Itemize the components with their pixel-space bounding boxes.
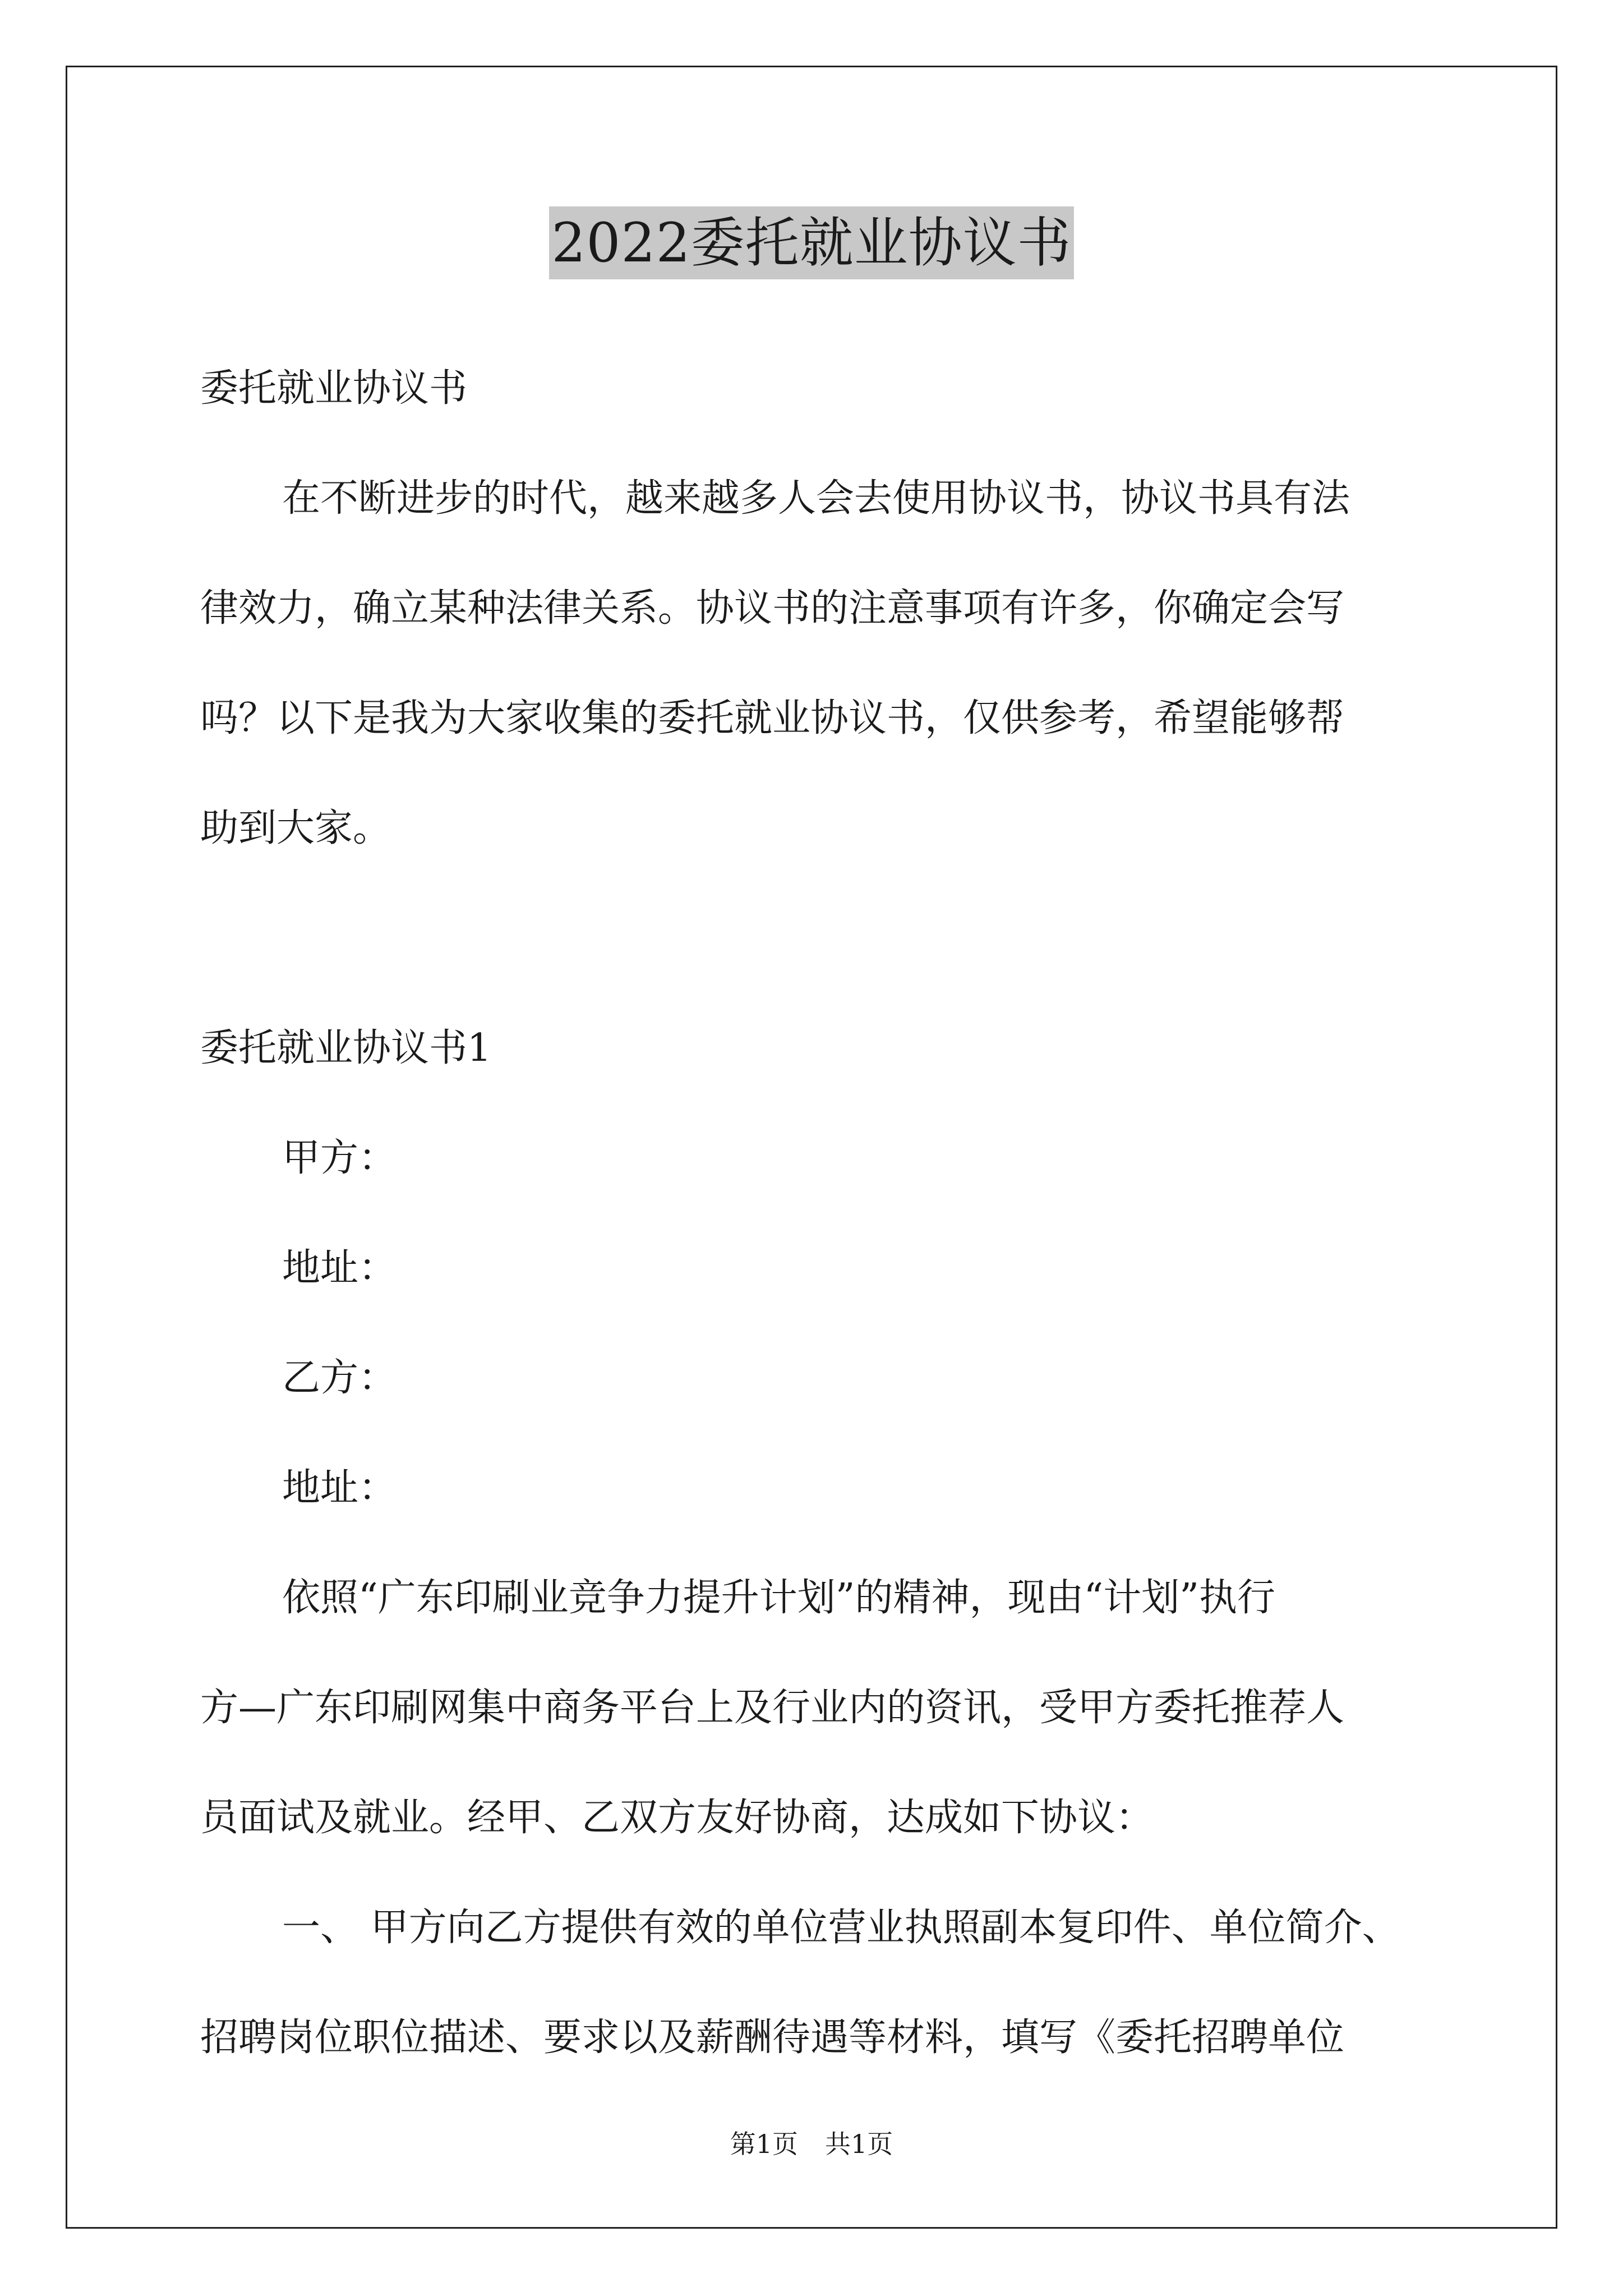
party-a-label: 甲方： bbox=[282, 1136, 397, 1180]
clause-one: 一、 甲方向乙方提供有效的单位营业执照副本复印件、单位简介、 bbox=[282, 1906, 1400, 1950]
title-container bbox=[0, 206, 1623, 279]
page-footer bbox=[0, 2127, 1623, 2161]
paragraph: 员面试及就业。经甲、乙双方友好协商，达成如下协议： bbox=[200, 1796, 1154, 1840]
paragraph: 依照“广东印刷业竞争力提升计划”的精神，现由“计划”执行 bbox=[282, 1576, 1276, 1620]
paragraph: 在不断进步的时代，越来越多人会去使用协议书，协议书具有法 bbox=[282, 476, 1350, 521]
page-number-total: 共1页 bbox=[825, 2129, 893, 2159]
paragraph: 吗？以下是我为大家收集的委托就业协议书，仅供参考，希望能够帮 bbox=[200, 696, 1345, 740]
paragraph: 招聘岗位职位描述、要求以及薪酬待遇等材料，填写《委托招聘单位 bbox=[200, 2016, 1345, 2060]
page-number-current: 第1页 bbox=[730, 2129, 798, 2159]
document-body bbox=[200, 334, 1434, 2093]
document-title: 2022委托就业协议书 bbox=[549, 206, 1073, 279]
blank-line bbox=[200, 884, 1434, 993]
paragraph: 助到大家。 bbox=[200, 806, 391, 850]
paragraph: 委托就业协议书 bbox=[200, 366, 468, 411]
paragraph: 律效力，确立某种法律关系。协议书的注意事项有许多，你确定会写 bbox=[200, 586, 1345, 631]
party-b-label: 乙方： bbox=[282, 1356, 397, 1400]
party-a-address-label: 地址： bbox=[282, 1246, 397, 1290]
section-heading: 委托就业协议书1 bbox=[200, 1026, 492, 1070]
paragraph: 方—广东印刷网集中商务平台上及行业内的资讯，受甲方委托推荐人 bbox=[200, 1686, 1345, 1730]
party-b-address-label: 地址： bbox=[282, 1466, 397, 1510]
